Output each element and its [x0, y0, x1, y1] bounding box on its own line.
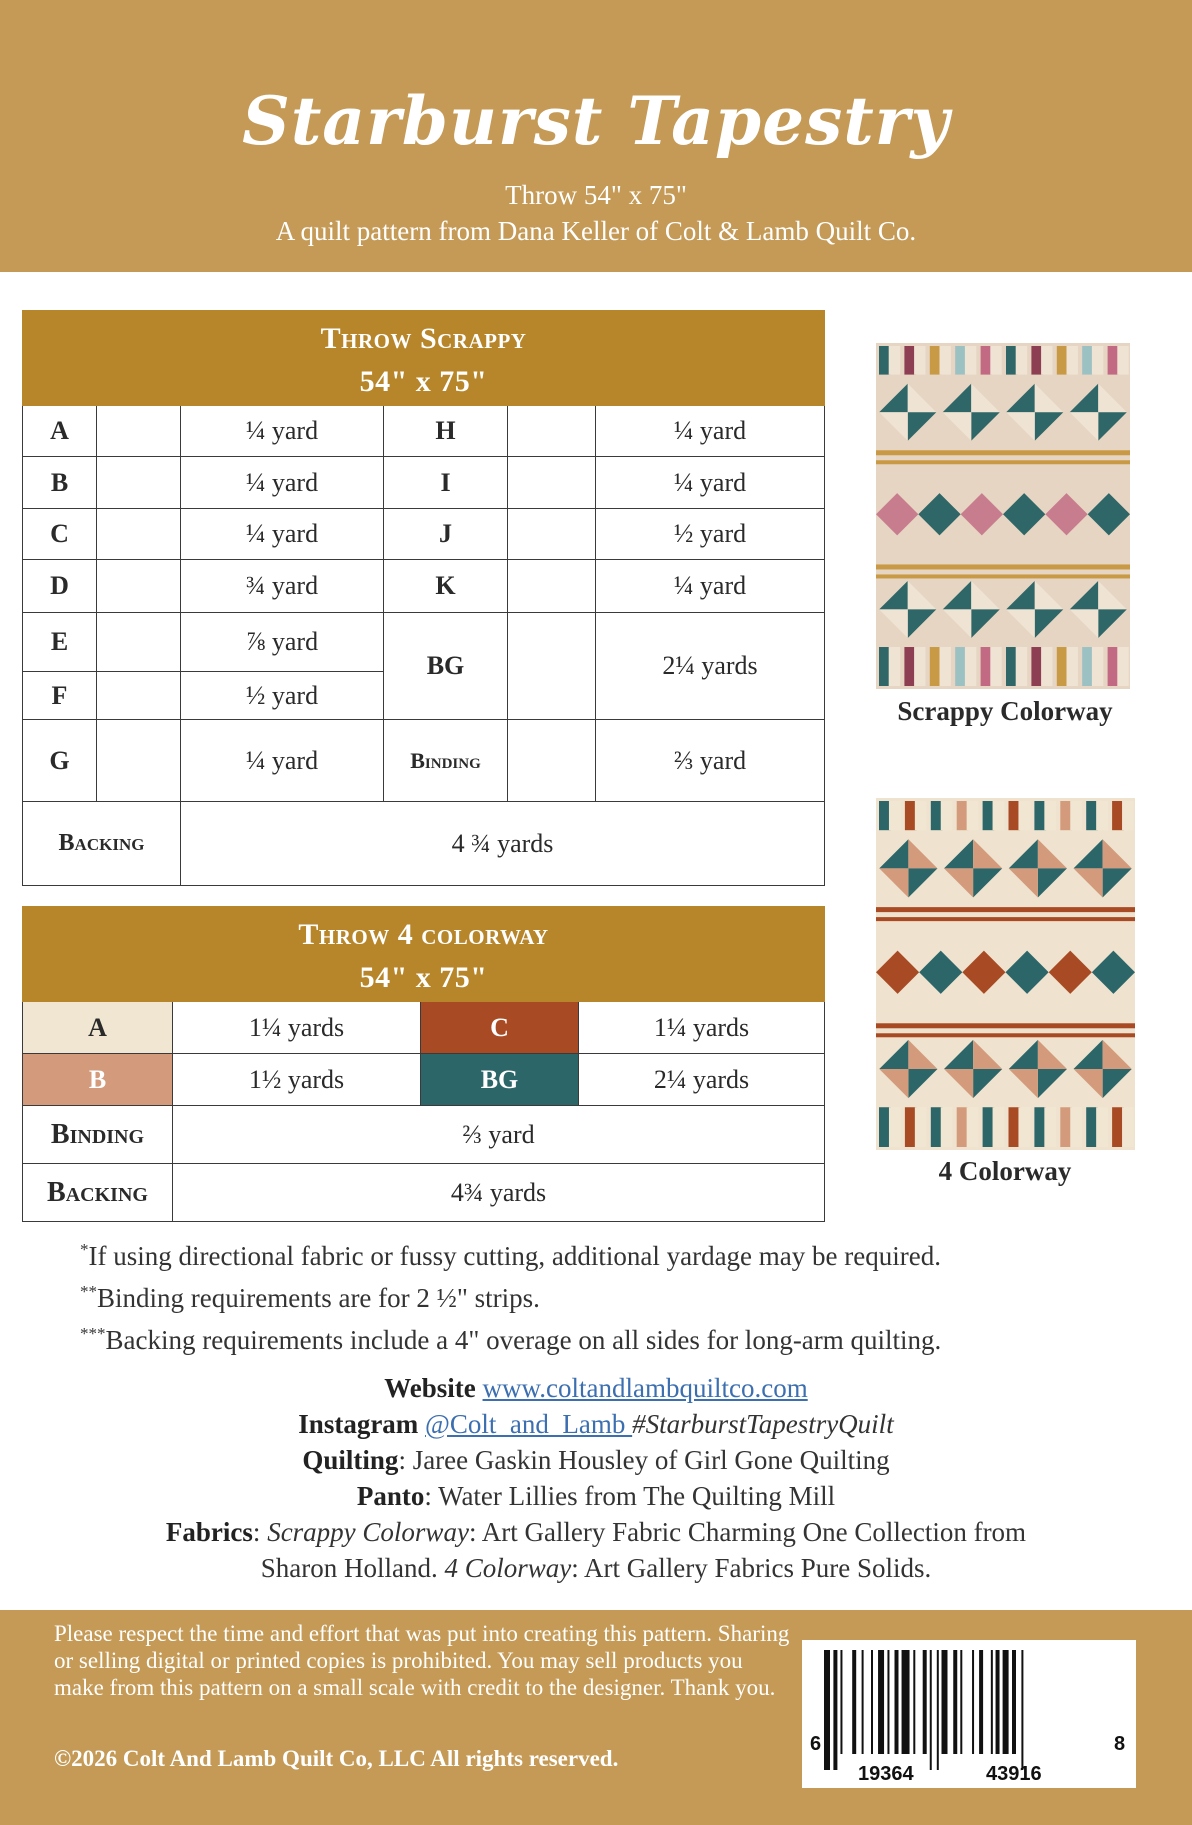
- backing-amount: 4 ¾ yards: [181, 802, 825, 886]
- fabric-label: A: [23, 406, 97, 457]
- fabric-swatch: [97, 672, 181, 720]
- fabrics-scrappy: Scrappy Colorway: [267, 1517, 469, 1547]
- quilt-stripe: [876, 917, 1135, 921]
- quilt-block: [879, 1107, 891, 1147]
- note: **Binding requirements are for 2 ½" strips.: [80, 1282, 540, 1313]
- barcode-bar: [1012, 1650, 1016, 1754]
- barcode-bar: [942, 1650, 948, 1754]
- barcode-bar: [930, 1650, 932, 1770]
- scrappy-requirements-table: [22, 310, 825, 886]
- quilt-block: [957, 801, 969, 830]
- backing-label: Backing: [23, 1164, 173, 1222]
- panto-label: Panto: [356, 1481, 425, 1511]
- fabric-amount: ½ yard: [596, 509, 825, 560]
- fabric-swatch: [97, 509, 181, 560]
- barcode-bar: [979, 1650, 983, 1754]
- quilt-block: [940, 346, 951, 375]
- fabric-label: I: [384, 457, 508, 509]
- fabrics-designer: Sharon Holland.: [260, 1553, 445, 1583]
- quilt-block: [1112, 801, 1124, 830]
- quilt-block: [941, 1107, 953, 1147]
- panto-text: : Water Lillies from The Quilting Mill: [424, 1481, 836, 1511]
- quilt-block: [965, 647, 976, 686]
- quilt-block: [940, 647, 951, 686]
- quilt-stripe: [876, 450, 1130, 455]
- color-amount: 1¼ yards: [173, 1002, 421, 1054]
- quilt-block: [1070, 1107, 1082, 1147]
- barcode-bar: [878, 1650, 884, 1754]
- fabric-amount: ¼ yard: [596, 406, 825, 457]
- quilt-block: [1060, 801, 1072, 830]
- quilt-block: [889, 801, 901, 830]
- barcode-bar: [871, 1650, 873, 1754]
- quilt-block: [1044, 801, 1056, 830]
- quilt-block: [1067, 346, 1078, 375]
- quilt-block: [915, 801, 927, 830]
- fabric-swatch: [97, 560, 181, 613]
- fabric-label: J: [384, 509, 508, 560]
- barcode-bar: [960, 1650, 962, 1754]
- fabrics-four-text: : Art Gallery Fabrics Pure Solids.: [571, 1553, 932, 1583]
- fabric-label: E: [23, 613, 97, 672]
- quilt-block: [1096, 801, 1108, 830]
- quilt-block: [1122, 1107, 1134, 1147]
- quilt-block: [1044, 1107, 1056, 1147]
- note: ***Backing requirements include a 4" overage on all sides for long-arm quilting.: [80, 1324, 942, 1355]
- notes: [80, 1232, 941, 1358]
- note: *If using directional fabric or fussy cutting, additional yardage may be required.: [80, 1240, 941, 1271]
- fabric-amount: ¾ yard: [181, 560, 384, 613]
- quilt-block: [1034, 801, 1046, 830]
- quilting-label: Quilting: [302, 1445, 399, 1475]
- instagram-link[interactable]: @Colt_and_Lamb: [425, 1409, 633, 1439]
- barcode-bar: [1003, 1650, 1009, 1754]
- size-line: Throw 54" x 75": [505, 180, 687, 210]
- fabrics-label: Fabrics: [165, 1517, 253, 1547]
- barcode-bar: [833, 1650, 837, 1770]
- quilt-block: [931, 801, 943, 830]
- quilt-block: [1086, 1107, 1098, 1147]
- fabrics-scrappy-text: : Art Gallery Fabric Charming One Collection from: [468, 1517, 1027, 1547]
- table-heading: Throw 4 colorway 54" x 75": [23, 907, 825, 1002]
- quilt-block: [905, 801, 917, 830]
- fabric-swatch: [508, 457, 596, 509]
- website-label: Website: [384, 1373, 476, 1403]
- usage-message: Please respect the time and effort that was put into creating this pattern. Sharing or selling digital or printed copies is prohibited. You may sell products you make from this pattern on a small scale with credit to the designer. Thank you.: [54, 1621, 790, 1700]
- barcode-bar: [824, 1650, 830, 1770]
- fabric-amount: 2¼ yards: [596, 613, 825, 720]
- quilt-stripe: [876, 574, 1130, 578]
- fabric-label: BG: [384, 613, 508, 720]
- quilt-block: [983, 1107, 995, 1147]
- quilt-block: [914, 346, 925, 375]
- byline: A quilt pattern from Dana Keller of Colt & Lamb Quilt Co.: [275, 216, 917, 246]
- quilt-stripe: [876, 460, 1130, 464]
- fabric-swatch: [508, 406, 596, 457]
- quilt-block: [965, 346, 976, 375]
- pattern-title: Starburst Tapestry: [242, 82, 950, 160]
- scrappy-quilt-image: [876, 343, 1130, 689]
- fabric-amount: ⅔ yard: [596, 720, 825, 802]
- barcode-bar: [902, 1650, 910, 1754]
- quilt-block: [990, 647, 1001, 686]
- quilt-block: [1096, 1107, 1108, 1147]
- quilt-block: [1034, 1107, 1046, 1147]
- fabric-label: C: [23, 509, 97, 560]
- colorway-requirements-table: [22, 906, 825, 1222]
- quilt-stripe: [876, 907, 1135, 912]
- credits: Website www.coltandlambquiltco.com Instagram @Colt_and_Lamb #StarburstTapestryQuilt Quilting: Jaree Gaskin Housley of Girl Gone Quilting Panto: Water Lillies from The Quilting Mill Fabrics: Scrappy Colorway: Art Gallery Fabric Charming One Collection from Sharon Holland. 4 Colorway: Art Gallery Fabrics Pure Solids.: [165, 1373, 1027, 1583]
- quilt-block: [990, 346, 1001, 375]
- fabric-amount: ⅞ yard: [181, 613, 384, 672]
- header-banner: [0, 0, 1192, 272]
- fabric-amount: ¼ yard: [181, 406, 384, 457]
- quilt-block: [889, 647, 900, 686]
- quilt-block: [889, 346, 900, 375]
- quilt-block: [889, 1107, 901, 1147]
- quilt-block: [993, 801, 1005, 830]
- fabric-swatch: [508, 720, 596, 802]
- fabric-swatch: [508, 509, 596, 560]
- fabric-amount: ¼ yard: [596, 457, 825, 509]
- footer-banner: [0, 1610, 1192, 1825]
- binding-amount: ⅔ yard: [173, 1106, 825, 1164]
- quilt-block: [1041, 346, 1052, 375]
- quilt-stripe: [876, 1033, 1135, 1037]
- quilt-block: [1117, 346, 1128, 375]
- fabric-label: F: [23, 672, 97, 720]
- backing-amount: 4¾ yards: [173, 1164, 825, 1222]
- color-amount: 1½ yards: [173, 1054, 421, 1106]
- fabric-label: D: [23, 560, 97, 613]
- barcode-bar: [923, 1650, 927, 1754]
- color-label: BG: [421, 1054, 579, 1106]
- binding-label: Binding: [384, 720, 508, 802]
- fabric-swatch: [508, 613, 596, 720]
- barcode-bar: [913, 1650, 915, 1754]
- barcode-lead-digit: 6: [810, 1733, 822, 1755]
- quilt-block: [1018, 1107, 1030, 1147]
- quilt-stripe: [876, 1023, 1135, 1028]
- quilt-block: [957, 1107, 969, 1147]
- four-colorway-caption: 4 Colorway: [938, 1156, 1072, 1186]
- fabric-label: G: [23, 720, 97, 802]
- fabric-amount: ¼ yard: [181, 509, 384, 560]
- color-amount: 1¼ yards: [579, 1002, 825, 1054]
- barcode-bar: [895, 1650, 899, 1754]
- barcode-bar: [972, 1650, 974, 1754]
- fabric-amount: ¼ yard: [181, 720, 384, 802]
- barcode-bar: [996, 1650, 1000, 1754]
- quilt-block: [915, 1107, 927, 1147]
- quilt-block: [941, 801, 953, 830]
- quilt-block: [1112, 1107, 1124, 1147]
- scrappy-caption: Scrappy Colorway: [897, 696, 1113, 726]
- quilt-block: [993, 1107, 1005, 1147]
- fabric-swatch: [508, 560, 596, 613]
- quilt-block: [879, 801, 891, 830]
- copyright: ©2026 Colt And Lamb Quilt Co, LLC All rights reserved.: [54, 1746, 619, 1771]
- barcode-bar: [953, 1650, 957, 1754]
- website-link[interactable]: www.coltandlambquiltco.com: [482, 1373, 808, 1403]
- quilt-block: [1067, 647, 1078, 686]
- fabrics-four: 4 Colorway: [444, 1553, 572, 1583]
- quilt-block: [931, 1107, 943, 1147]
- barcode-group1: 19364: [858, 1763, 914, 1785]
- fabric-swatch: [97, 457, 181, 509]
- barcode-check-digit: 8: [1114, 1733, 1126, 1755]
- hashtag: #StarburstTapestryQuilt: [632, 1409, 894, 1439]
- quilt-block: [1117, 647, 1128, 686]
- quilt-block: [1016, 647, 1027, 686]
- barcode-bar: [887, 1650, 889, 1754]
- barcode-bar: [862, 1650, 864, 1754]
- quilt-block: [1070, 801, 1082, 830]
- quilting-text: : Jaree Gaskin Housley of Girl Gone Quilting: [398, 1445, 890, 1475]
- table-heading: Throw Scrappy 54" x 75": [23, 311, 825, 406]
- binding-label: Binding: [23, 1106, 173, 1164]
- quilt-block: [967, 801, 979, 830]
- barcode-bar: [852, 1650, 856, 1754]
- fabric-swatch: [97, 613, 181, 672]
- fabric-amount: ¼ yard: [596, 560, 825, 613]
- quilt-block: [1092, 346, 1103, 375]
- quilt-block: [1092, 647, 1103, 686]
- quilt-block: [1122, 801, 1134, 830]
- fabric-amount: ½ yard: [181, 672, 384, 720]
- fabric-swatch: [97, 406, 181, 457]
- quilt-block: [983, 801, 995, 830]
- barcode-bar: [991, 1650, 993, 1754]
- quilt-block: [1086, 801, 1098, 830]
- quilt-block: [1018, 801, 1030, 830]
- quilt-block: [905, 1107, 917, 1147]
- quilt-block: [1009, 1107, 1021, 1147]
- fabric-swatch: [97, 720, 181, 802]
- fabric-amount: ¼ yard: [181, 457, 384, 509]
- fabric-label: H: [384, 406, 508, 457]
- barcode-bar: [840, 1650, 842, 1754]
- fabric-label: K: [384, 560, 508, 613]
- quilt-block: [1009, 801, 1021, 830]
- quilt-stripe: [876, 564, 1130, 569]
- quilt-block: [967, 1107, 979, 1147]
- barcode-bar: [1021, 1650, 1023, 1770]
- fabric-label: B: [23, 457, 97, 509]
- quilt-block: [1060, 1107, 1072, 1147]
- color-label: C: [421, 1002, 579, 1054]
- color-amount: 2¼ yards: [579, 1054, 825, 1106]
- instagram-label: Instagram: [298, 1409, 419, 1439]
- quilt-block: [914, 647, 925, 686]
- quilt-block: [1041, 647, 1052, 686]
- quilt-block: [1016, 346, 1027, 375]
- backing-label: Backing: [23, 802, 181, 886]
- color-label: A: [23, 1002, 173, 1054]
- barcode-group2: 43916: [986, 1763, 1042, 1785]
- barcode-bar: [937, 1650, 939, 1770]
- barcode: [802, 1640, 1136, 1788]
- four-colorway-quilt-image: [876, 798, 1135, 1150]
- color-label: B: [23, 1054, 173, 1106]
